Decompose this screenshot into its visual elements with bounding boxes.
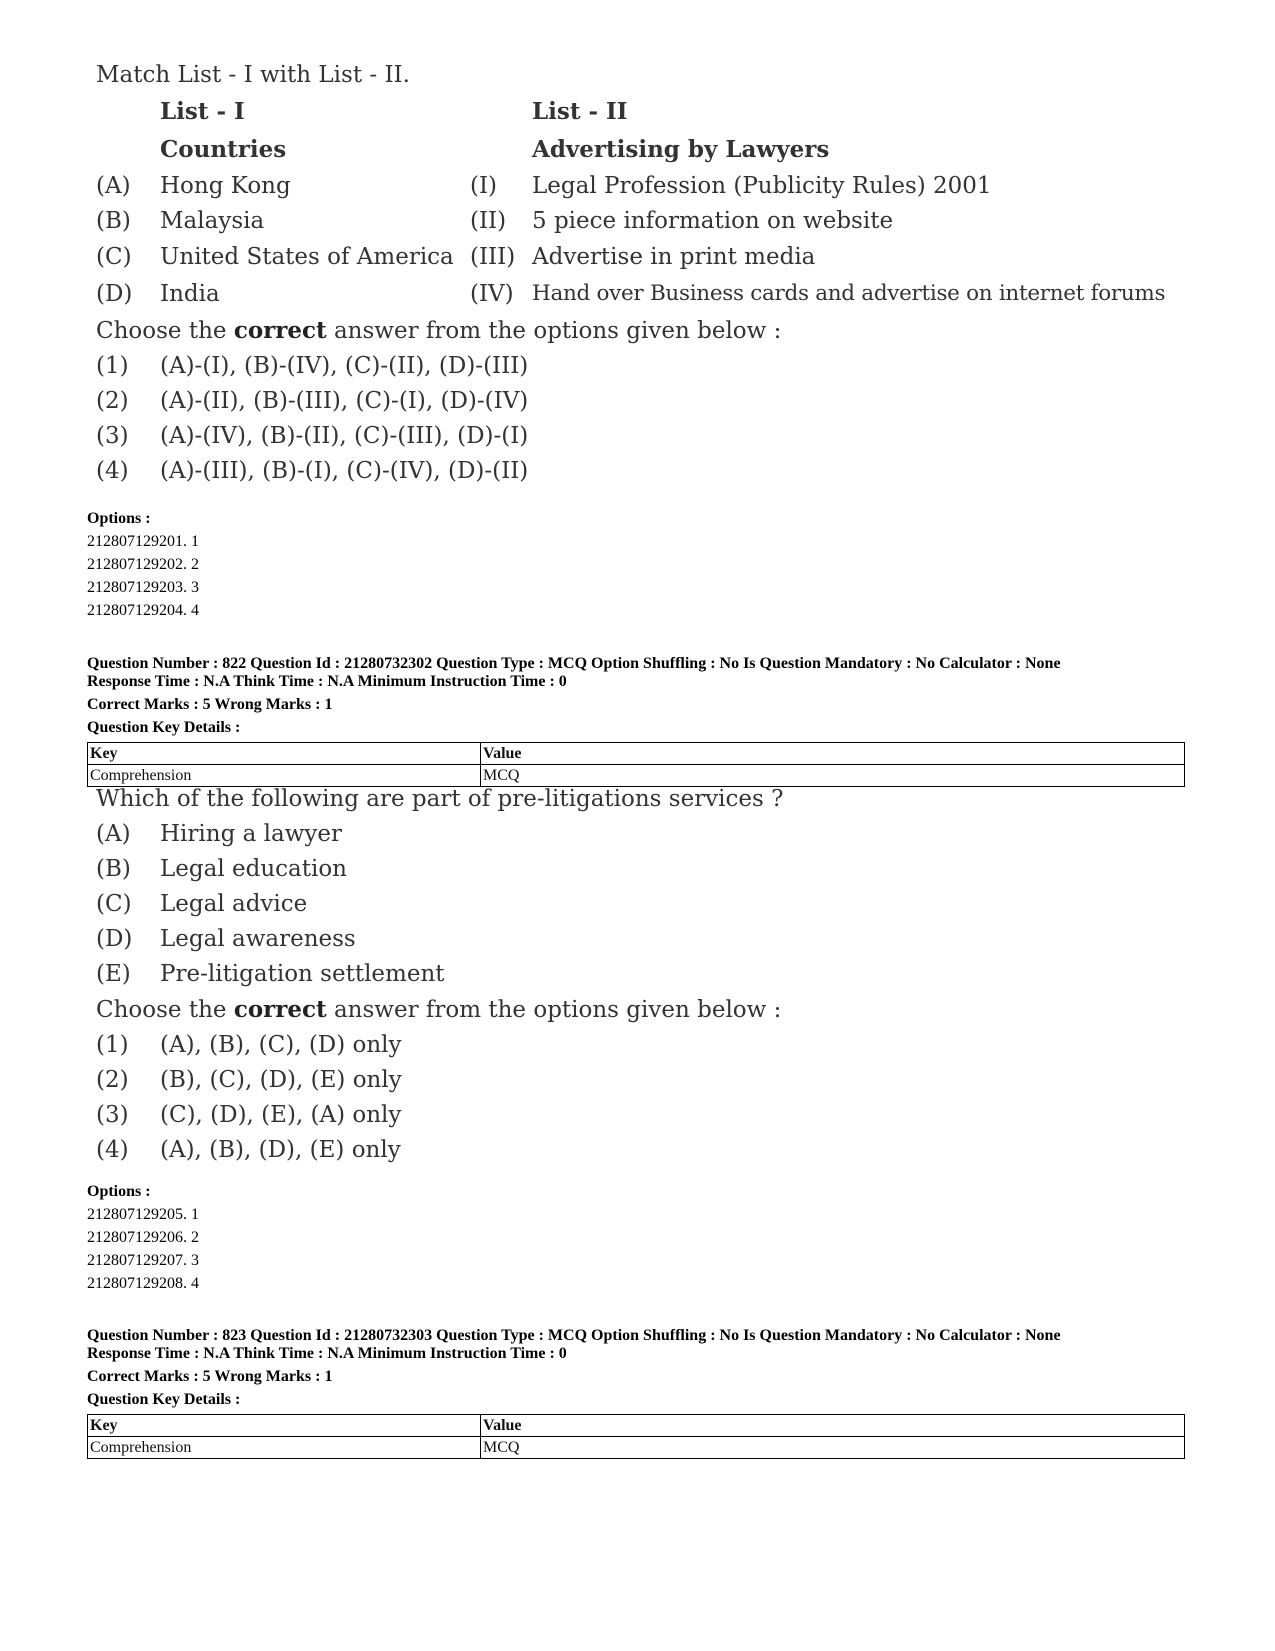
table-row	[88, 1437, 1185, 1459]
list1-subtitle: Countries	[160, 136, 287, 163]
question-key-details-label: Question Key Details :	[87, 719, 241, 736]
table-header-key: Key	[88, 1415, 481, 1437]
match-intro: Match List - I with List - II.	[96, 62, 410, 88]
table-cell-key: Comprehension	[88, 765, 481, 787]
question-meta-line: Question Number : 822 Question Id : 21280732302 Question Type : MCQ Option Shuffling : No Is Question Mandatory : No Calculator : None	[87, 655, 1061, 672]
table-header-value: Value	[481, 743, 1185, 765]
option-item: 212807129202. 2	[87, 556, 199, 573]
table-row	[88, 765, 1185, 787]
list2-title: List - II	[532, 98, 628, 125]
list2-subtitle: Advertising by Lawyers	[532, 136, 830, 163]
question-meta-line: Response Time : N.A Think Time : N.A Minimum Instruction Time : 0	[87, 1345, 567, 1362]
option-item: 212807129208. 4	[87, 1275, 199, 1292]
list1-title: List - I	[160, 98, 245, 125]
table-header-row	[88, 743, 1185, 765]
option-item: 212807129206. 2	[87, 1229, 199, 1246]
table-cell-value: MCQ	[481, 1437, 1185, 1459]
question-text: Which of the following are part of pre-litigations services ?	[96, 786, 784, 812]
choose-instruction: Choose the correct answer from the options given below :	[96, 317, 782, 344]
option-item: 212807129207. 3	[87, 1252, 199, 1269]
options-label: Options :	[87, 510, 151, 527]
table-header-row	[88, 1415, 1185, 1437]
table-cell-key: Comprehension	[88, 1437, 481, 1459]
option-item: 212807129204. 4	[87, 602, 199, 619]
table-cell-value: MCQ	[481, 765, 1185, 787]
question-meta-line: Response Time : N.A Think Time : N.A Minimum Instruction Time : 0	[87, 673, 567, 690]
question-meta-line: Question Number : 823 Question Id : 21280732303 Question Type : MCQ Option Shuffling : No Is Question Mandatory : No Calculator : None	[87, 1327, 1061, 1344]
question-key-details-label: Question Key Details :	[87, 1391, 241, 1408]
options-label: Options :	[87, 1183, 151, 1200]
table-header-key: Key	[88, 743, 481, 765]
choose-instruction: Choose the correct answer from the options given below :	[96, 996, 782, 1023]
option-item: 212807129205. 1	[87, 1206, 199, 1223]
option-item: 212807129203. 3	[87, 579, 199, 596]
option-item: 212807129201. 1	[87, 533, 199, 550]
question-key-table-822	[87, 742, 1185, 787]
question-marks: Correct Marks : 5 Wrong Marks : 1	[87, 696, 333, 713]
question-marks: Correct Marks : 5 Wrong Marks : 1	[87, 1368, 333, 1385]
question-key-table-823	[87, 1414, 1185, 1459]
table-header-value: Value	[481, 1415, 1185, 1437]
